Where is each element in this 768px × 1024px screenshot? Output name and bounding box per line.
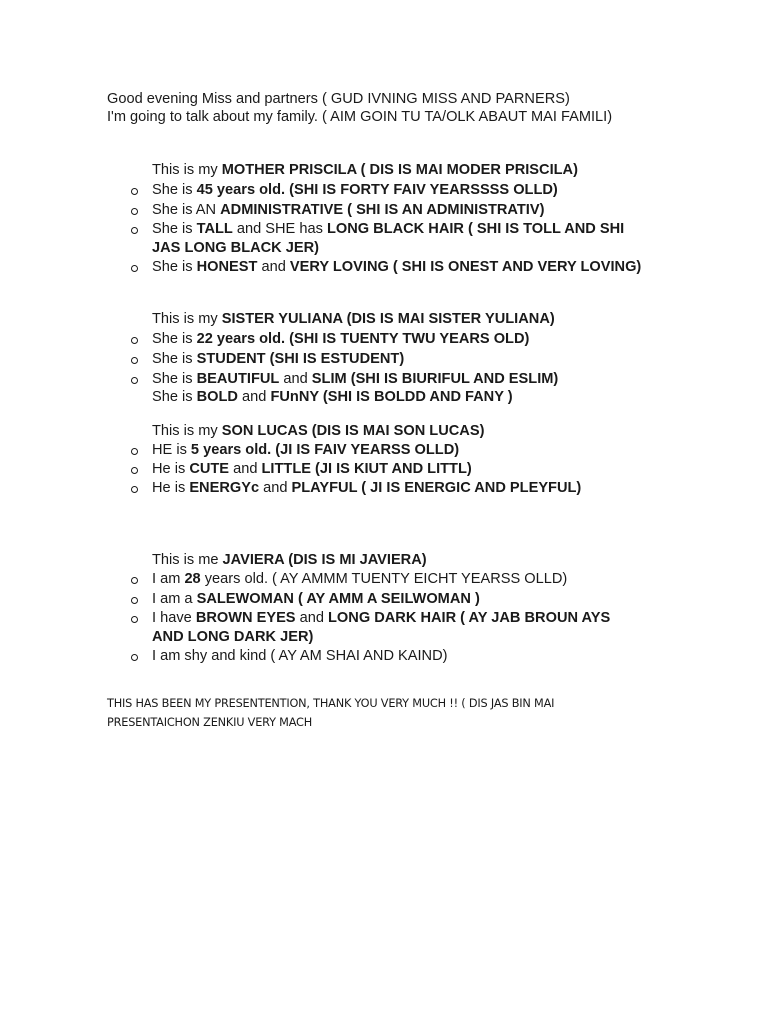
mother-heading: This is my MOTHER PRISCILA ( DIS IS MAI MODER PRISCILA) — [152, 162, 578, 178]
bullet-circle-icon — [131, 265, 138, 272]
closing-paragraph: THIS HAS BEEN MY PRESENTENTION, THANK YOU VERY MUCH !! ( DIS JAS BIN MAI PRESENTAICHON ZENKIU VERY MACH — [107, 697, 555, 729]
bullet-circle-icon — [131, 577, 138, 584]
bullet-circle-icon — [131, 467, 138, 474]
sister-heading: This is my SISTER YULIANA (DIS IS MAI SISTER YULIANA) — [152, 311, 555, 327]
bullet-circle-icon — [131, 597, 138, 604]
topic-line: I'm going to talk about my family. ( AIM GOIN TU TA/OLK ABAUT MAI FAMILI) — [107, 108, 613, 125]
bullet-circle-icon — [131, 357, 138, 364]
bullet-circle-icon — [131, 448, 138, 455]
bullet-circle-icon — [131, 188, 138, 195]
son-heading: This is my SON LUCAS (DIS IS MAI SON LUCAS) — [152, 423, 485, 439]
bullet-circle-icon — [131, 616, 138, 623]
bullet-circle-icon — [131, 227, 138, 234]
bullet-circle-icon — [131, 208, 138, 215]
document-page: Good evening Miss and partners ( GUD IVNING MISS AND PARNERS) I'm going to talk about my family. ( AIM GOIN TU TA/OLK ABAUT MAI FAMILI) This is my MOTHER PRISCILA ( DIS IS MAI MODER PRISCILA) She is 45 years old. (SHI IS FORTY FAIV YEARSSSS OLLD) She is AN ADMINISTRATIVE ( SHI IS AN ADMINISTRATIV) She is TALL and SHE has LONG BLACK HAIR ( SHI IS TOLL AND SHI JAS LONG BLACK JER) She is HONEST and VERY LOVING ( SHI IS ONEST AND VERY LOVING) This is my SISTER YULIANA (DIS IS MAI SISTER YULIANA) She is 22 years old. (SHI IS TUENTY TWU YEARS OLD) She is STUDENT (SHI IS ESTUDENT) She is BEAUTIFUL and SLIM (SHI IS BIURIFUL AND ESLIM) She is BOLD and FUnNY (SHI IS BOLDD AND FANY ) This is my SON LUCAS (DIS IS MAI SON LUCAS) HE is 5 years old. (JI IS FAIV YEARSS OLLD) He is CUTE and LITTLE (JI IS KIUT AND LITTL) He is ENERGYc and PLAYFUL ( JI IS ENERGIC AND PLEYFUL) This is me JAVIERA (DIS IS MI JAVIERA) I am 28 years old. ( AY AMMM TUENTY EICHT YEARSS OLLD) I am a SALEWOMAN ( AY AMM A SEILWOMAN ) I have BROWN EYES and LONG DARK HAIR ( AY JAB BROUN AYS AND LONG DARK JER) I am shy and kind ( AY AM SHAI AND KAIND) THIS HAS BEEN MY PRESENTENTION, THANK YOU VERY MUCH !! ( DIS JAS BIN MAI PRESENTAICHON ZENKIU VERY MACH — [0, 0, 768, 1024]
bullet-circle-icon — [131, 486, 138, 493]
bullet-circle-icon — [131, 377, 138, 384]
greeting-line: Good evening Miss and partners ( GUD IVNING MISS AND PARNERS) — [107, 91, 570, 107]
intro-paragraph — [107, 91, 612, 126]
me-heading: This is me JAVIERA (DIS IS MI JAVIERA) — [152, 552, 427, 568]
bullet-circle-icon — [131, 337, 138, 344]
bullet-circle-icon — [131, 654, 138, 661]
